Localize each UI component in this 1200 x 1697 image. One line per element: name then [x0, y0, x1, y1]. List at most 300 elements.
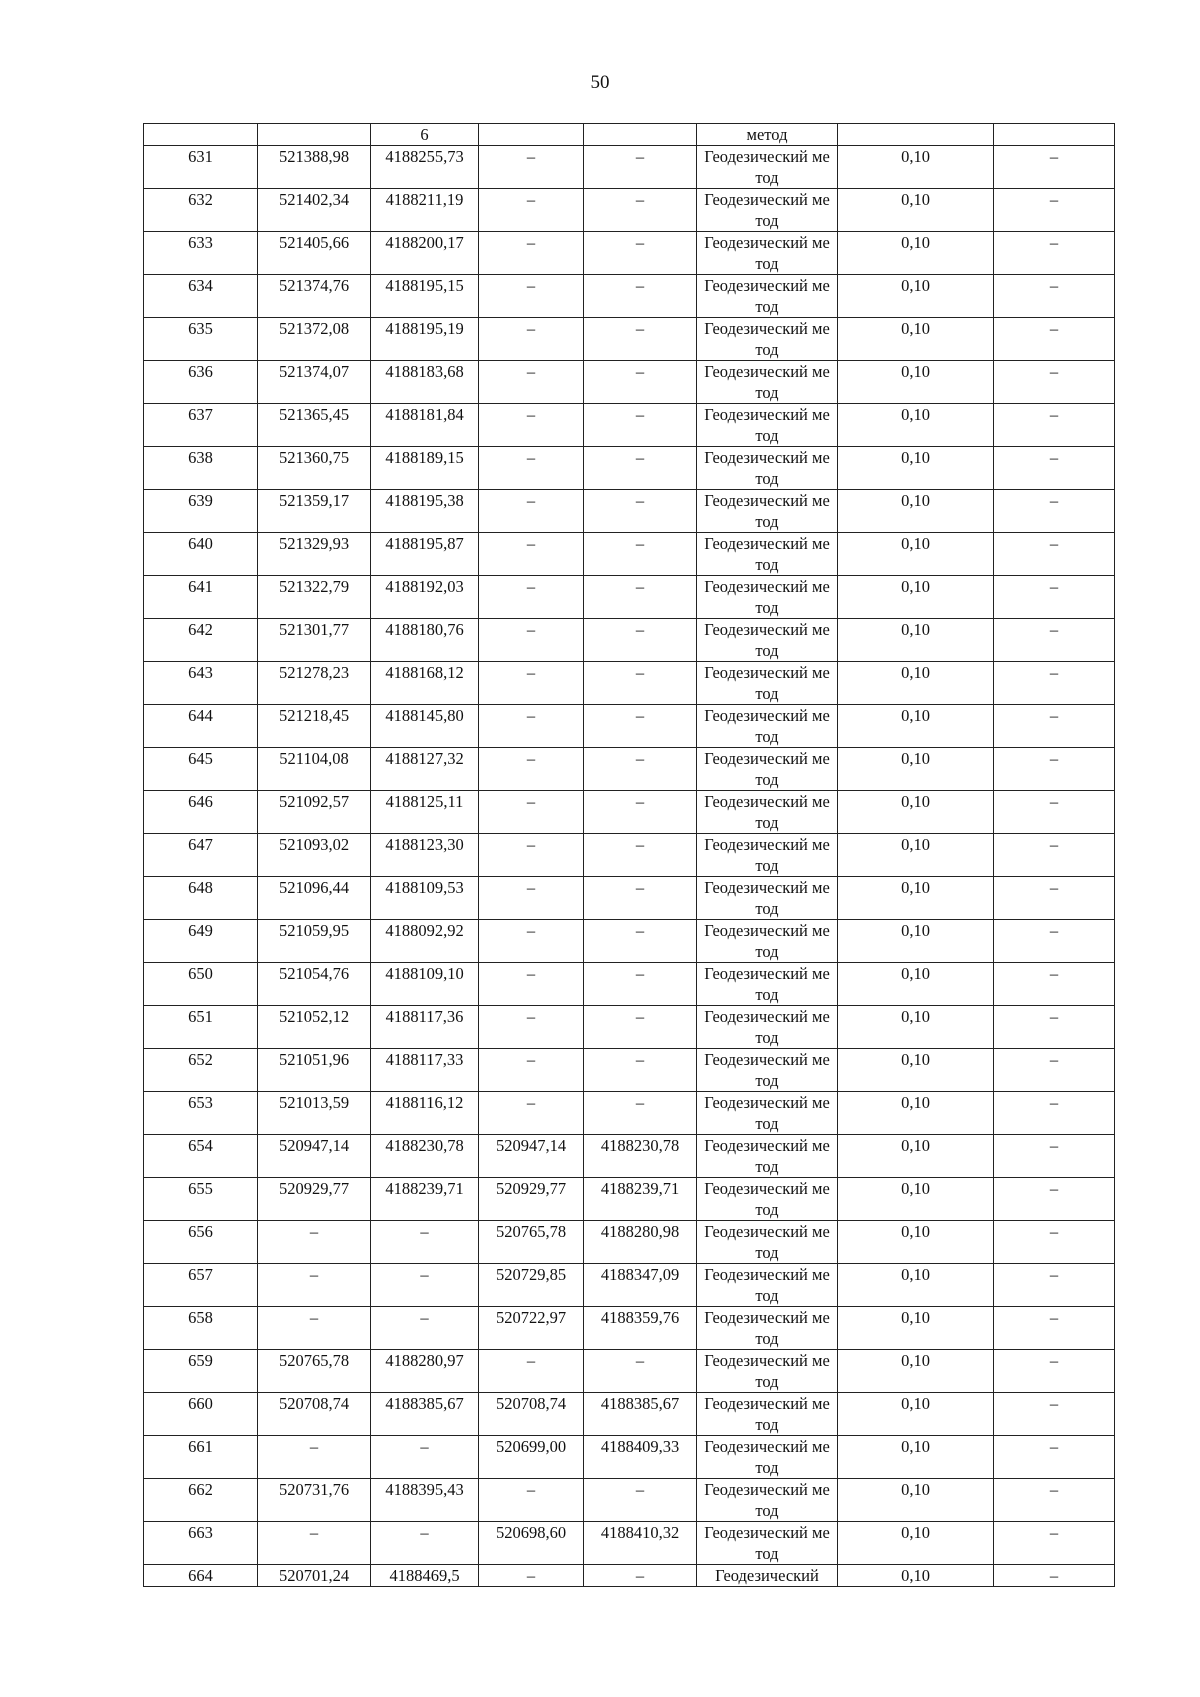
cell-x-new: 520699,00	[479, 1436, 584, 1479]
cell-point-number: 654	[144, 1135, 258, 1178]
cell-point-number: 657	[144, 1264, 258, 1307]
cell-method: Геодезический метод	[697, 361, 838, 404]
cell-point-number: 650	[144, 963, 258, 1006]
cell-precision: 0,10	[838, 361, 994, 404]
cell-x-new: 520729,85	[479, 1264, 584, 1307]
cell-note: –	[994, 1479, 1115, 1522]
cell-note: –	[994, 619, 1115, 662]
cell-note: –	[994, 1350, 1115, 1393]
cell-point-number: 639	[144, 490, 258, 533]
cell-precision: 0,10	[838, 1135, 994, 1178]
cell-method: Геодезический метод	[697, 1350, 838, 1393]
cell-y-new: 4188230,78	[584, 1135, 697, 1178]
cell-point-number: 641	[144, 576, 258, 619]
cell-precision: 0,10	[838, 275, 994, 318]
cell-point-number: 647	[144, 834, 258, 877]
cell-y-old: 4188168,12	[371, 662, 479, 705]
cell-x-new: –	[479, 576, 584, 619]
cell-precision: 0,10	[838, 1350, 994, 1393]
cell-x-old: 521059,95	[258, 920, 371, 963]
cell-note: –	[994, 877, 1115, 920]
cell-point-number: 649	[144, 920, 258, 963]
table-row	[144, 1350, 1115, 1393]
cell-x-new: –	[479, 662, 584, 705]
cell-point-number: 652	[144, 1049, 258, 1092]
table-row	[144, 361, 1115, 404]
cell-point-number: 631	[144, 146, 258, 189]
cell-x-old: –	[258, 1436, 371, 1479]
cell-y-old: 4188239,71	[371, 1178, 479, 1221]
cell-y-new: 4188385,67	[584, 1393, 697, 1436]
cell-y-old: –	[371, 1522, 479, 1565]
cell-note: –	[994, 834, 1115, 877]
table-row	[144, 1092, 1115, 1135]
table-row	[144, 1436, 1115, 1479]
table-row	[144, 1049, 1115, 1092]
cell-note: –	[994, 318, 1115, 361]
cell-precision: 0,10	[838, 1436, 994, 1479]
cell-method-tail: метод	[697, 124, 838, 146]
cell-precision: 0,10	[838, 877, 994, 920]
cell-note: –	[994, 576, 1115, 619]
table-row	[144, 1307, 1115, 1350]
cell-note: –	[994, 1436, 1115, 1479]
cell-x-new: –	[479, 619, 584, 662]
cell-empty	[838, 124, 994, 146]
cell-y-new: –	[584, 404, 697, 447]
cell-precision: 0,10	[838, 1049, 994, 1092]
cell-y-new: –	[584, 490, 697, 533]
cell-note: –	[994, 662, 1115, 705]
cell-y-old-tail: 6	[371, 124, 479, 146]
cell-x-new: –	[479, 963, 584, 1006]
cell-x-old: –	[258, 1522, 371, 1565]
cell-method: Геодезический метод	[697, 748, 838, 791]
cell-y-new: –	[584, 1049, 697, 1092]
cell-method: Геодезический метод	[697, 619, 838, 662]
cell-note: –	[994, 1264, 1115, 1307]
cell-y-new: –	[584, 275, 697, 318]
cell-precision: 0,10	[838, 404, 994, 447]
cell-y-new: 4188410,32	[584, 1522, 697, 1565]
cell-x-old: 520701,24	[258, 1565, 371, 1587]
cell-precision: 0,10	[838, 1565, 994, 1587]
cell-x-new: 520929,77	[479, 1178, 584, 1221]
cell-x-old: 521322,79	[258, 576, 371, 619]
cell-precision: 0,10	[838, 1264, 994, 1307]
cell-y-new: –	[584, 1006, 697, 1049]
table-row	[144, 576, 1115, 619]
cell-method: Геодезический метод	[697, 963, 838, 1006]
cell-method: Геодезический метод	[697, 1479, 838, 1522]
cell-note: –	[994, 963, 1115, 1006]
cell-y-new: –	[584, 619, 697, 662]
cell-empty	[144, 124, 258, 146]
cell-note: –	[994, 1178, 1115, 1221]
cell-y-old: 4188183,68	[371, 361, 479, 404]
table-row	[144, 705, 1115, 748]
cell-method: Геодезический метод	[697, 1178, 838, 1221]
cell-y-new: –	[584, 791, 697, 834]
cell-point-number: 659	[144, 1350, 258, 1393]
cell-x-old: 520765,78	[258, 1350, 371, 1393]
cell-precision: 0,10	[838, 791, 994, 834]
cell-x-old: 521374,07	[258, 361, 371, 404]
cell-precision: 0,10	[838, 533, 994, 576]
coordinates-table	[143, 123, 1115, 1587]
cell-x-old: 521388,98	[258, 146, 371, 189]
cell-note: –	[994, 791, 1115, 834]
cell-x-old: 521096,44	[258, 877, 371, 920]
cell-x-new: –	[479, 490, 584, 533]
cell-method: Геодезический метод	[697, 1006, 838, 1049]
cell-method: Геодезический метод	[697, 1393, 838, 1436]
table-row	[144, 791, 1115, 834]
cell-note: –	[994, 1565, 1115, 1587]
cell-y-old: 4188200,17	[371, 232, 479, 275]
table-row	[144, 404, 1115, 447]
table-row	[144, 619, 1115, 662]
cell-y-old: 4188092,92	[371, 920, 479, 963]
table-row	[144, 662, 1115, 705]
cell-x-new: –	[479, 1006, 584, 1049]
cell-x-old: 521402,34	[258, 189, 371, 232]
cell-precision: 0,10	[838, 834, 994, 877]
cell-x-new: –	[479, 189, 584, 232]
cell-note: –	[994, 275, 1115, 318]
cell-y-new: –	[584, 705, 697, 748]
cell-x-old: 521372,08	[258, 318, 371, 361]
cell-point-number: 663	[144, 1522, 258, 1565]
cell-point-number: 643	[144, 662, 258, 705]
cell-x-old: 520929,77	[258, 1178, 371, 1221]
cell-precision: 0,10	[838, 619, 994, 662]
cell-note: –	[994, 1049, 1115, 1092]
cell-y-old: 4188192,03	[371, 576, 479, 619]
cell-precision: 0,10	[838, 920, 994, 963]
cell-precision: 0,10	[838, 232, 994, 275]
table-row	[144, 1522, 1115, 1565]
cell-y-new: –	[584, 146, 697, 189]
cell-y-old: –	[371, 1436, 479, 1479]
cell-note: –	[994, 490, 1115, 533]
cell-y-old: 4188280,97	[371, 1350, 479, 1393]
cell-y-new: 4188409,33	[584, 1436, 697, 1479]
table-row	[144, 1264, 1115, 1307]
cell-note: –	[994, 146, 1115, 189]
cell-precision: 0,10	[838, 490, 994, 533]
cell-y-old: 4188117,33	[371, 1049, 479, 1092]
table-row	[144, 318, 1115, 361]
cell-x-new: –	[479, 404, 584, 447]
cell-note: –	[994, 705, 1115, 748]
cell-x-old: 520947,14	[258, 1135, 371, 1178]
cell-method: Геодезический метод	[697, 877, 838, 920]
table-row-continued	[144, 124, 1115, 146]
cell-x-old: 521013,59	[258, 1092, 371, 1135]
cell-precision: 0,10	[838, 1006, 994, 1049]
table-row	[144, 1393, 1115, 1436]
cell-note: –	[994, 748, 1115, 791]
cell-y-old: 4188230,78	[371, 1135, 479, 1178]
cell-x-new: –	[479, 275, 584, 318]
cell-precision: 0,10	[838, 1092, 994, 1135]
cell-point-number: 637	[144, 404, 258, 447]
cell-y-new: –	[584, 1565, 697, 1587]
cell-method: Геодезический метод	[697, 490, 838, 533]
cell-method: Геодезический метод	[697, 1049, 838, 1092]
cell-precision: 0,10	[838, 576, 994, 619]
cell-x-old: 521054,76	[258, 963, 371, 1006]
cell-point-number: 651	[144, 1006, 258, 1049]
cell-x-old: 521360,75	[258, 447, 371, 490]
cell-method: Геодезический метод	[697, 533, 838, 576]
cell-method: Геодезический метод	[697, 791, 838, 834]
cell-x-old: –	[258, 1221, 371, 1264]
cell-y-new: –	[584, 318, 697, 361]
cell-point-number: 661	[144, 1436, 258, 1479]
cell-y-old: 4188123,30	[371, 834, 479, 877]
cell-precision: 0,10	[838, 1307, 994, 1350]
table-row	[144, 275, 1115, 318]
cell-method: Геодезический метод	[697, 232, 838, 275]
cell-method: Геодезический метод	[697, 189, 838, 232]
cell-y-new: –	[584, 1479, 697, 1522]
cell-x-new: –	[479, 877, 584, 920]
cell-point-number: 635	[144, 318, 258, 361]
cell-note: –	[994, 361, 1115, 404]
cell-y-new: –	[584, 662, 697, 705]
cell-y-old: –	[371, 1221, 479, 1264]
table-row	[144, 1479, 1115, 1522]
cell-x-old: 521051,96	[258, 1049, 371, 1092]
cell-y-old: 4188195,38	[371, 490, 479, 533]
cell-y-old: 4188117,36	[371, 1006, 479, 1049]
cell-empty	[584, 124, 697, 146]
cell-method: Геодезический метод	[697, 318, 838, 361]
cell-note: –	[994, 1522, 1115, 1565]
cell-point-number: 648	[144, 877, 258, 920]
cell-x-new: –	[479, 146, 584, 189]
cell-method: Геодезический	[697, 1565, 838, 1587]
cell-x-old: 520708,74	[258, 1393, 371, 1436]
cell-note: –	[994, 1092, 1115, 1135]
cell-y-new: –	[584, 576, 697, 619]
cell-x-new: –	[479, 1049, 584, 1092]
cell-x-new: 520698,60	[479, 1522, 584, 1565]
cell-note: –	[994, 1307, 1115, 1350]
cell-x-old: –	[258, 1264, 371, 1307]
cell-empty	[994, 124, 1115, 146]
table-row	[144, 189, 1115, 232]
cell-precision: 0,10	[838, 1479, 994, 1522]
cell-x-old: 521092,57	[258, 791, 371, 834]
cell-y-old: 4188211,19	[371, 189, 479, 232]
cell-method: Геодезический метод	[697, 920, 838, 963]
cell-note: –	[994, 1393, 1115, 1436]
cell-method: Геодезический метод	[697, 146, 838, 189]
cell-method: Геодезический метод	[697, 705, 838, 748]
cell-x-new: –	[479, 834, 584, 877]
cell-precision: 0,10	[838, 447, 994, 490]
cell-precision: 0,10	[838, 1221, 994, 1264]
cell-y-new: 4188359,76	[584, 1307, 697, 1350]
cell-y-old: 4188469,5	[371, 1565, 479, 1587]
cell-y-new: –	[584, 232, 697, 275]
cell-y-old: 4188145,80	[371, 705, 479, 748]
cell-x-new: 520708,74	[479, 1393, 584, 1436]
cell-x-new: 520722,97	[479, 1307, 584, 1350]
cell-y-old: 4188125,11	[371, 791, 479, 834]
cell-y-old: 4188109,53	[371, 877, 479, 920]
cell-x-old: 521405,66	[258, 232, 371, 275]
cell-note: –	[994, 533, 1115, 576]
cell-y-old: 4188189,15	[371, 447, 479, 490]
cell-point-number: 660	[144, 1393, 258, 1436]
cell-point-number: 664	[144, 1565, 258, 1587]
table-row	[144, 533, 1115, 576]
cell-precision: 0,10	[838, 1178, 994, 1221]
cell-method: Геодезический метод	[697, 1264, 838, 1307]
cell-x-old: 521374,76	[258, 275, 371, 318]
cell-y-old: 4188195,19	[371, 318, 479, 361]
cell-x-new: –	[479, 705, 584, 748]
cell-y-new: –	[584, 877, 697, 920]
cell-precision: 0,10	[838, 748, 994, 791]
cell-y-new: –	[584, 447, 697, 490]
cell-x-old: 521359,17	[258, 490, 371, 533]
cell-empty	[258, 124, 371, 146]
cell-point-number: 636	[144, 361, 258, 404]
cell-x-new: –	[479, 920, 584, 963]
cell-point-number: 653	[144, 1092, 258, 1135]
cell-point-number: 662	[144, 1479, 258, 1522]
cell-point-number: 633	[144, 232, 258, 275]
cell-point-number: 656	[144, 1221, 258, 1264]
cell-y-new: –	[584, 920, 697, 963]
cell-x-new: –	[479, 791, 584, 834]
cell-note: –	[994, 920, 1115, 963]
cell-precision: 0,10	[838, 963, 994, 1006]
cell-y-old: 4188181,84	[371, 404, 479, 447]
cell-x-new: –	[479, 232, 584, 275]
cell-x-old: 521104,08	[258, 748, 371, 791]
cell-y-new: 4188347,09	[584, 1264, 697, 1307]
cell-point-number: 658	[144, 1307, 258, 1350]
cell-x-new: –	[479, 1479, 584, 1522]
cell-x-new: –	[479, 1565, 584, 1587]
cell-point-number: 638	[144, 447, 258, 490]
page-number: 50	[590, 72, 610, 93]
cell-x-old: 521052,12	[258, 1006, 371, 1049]
table-row	[144, 877, 1115, 920]
cell-y-old: 4188180,76	[371, 619, 479, 662]
cell-y-new: –	[584, 963, 697, 1006]
cell-x-new: –	[479, 318, 584, 361]
table-row	[144, 1006, 1115, 1049]
cell-y-old: 4188195,87	[371, 533, 479, 576]
cell-y-new: –	[584, 361, 697, 404]
cell-method: Геодезический метод	[697, 1135, 838, 1178]
cell-precision: 0,10	[838, 662, 994, 705]
table-row	[144, 232, 1115, 275]
cell-precision: 0,10	[838, 146, 994, 189]
cell-y-new: 4188280,98	[584, 1221, 697, 1264]
cell-method: Геодезический метод	[697, 1522, 838, 1565]
cell-y-new: –	[584, 189, 697, 232]
table-row	[144, 146, 1115, 189]
table-row	[144, 920, 1115, 963]
cell-y-old: –	[371, 1307, 479, 1350]
cell-note: –	[994, 232, 1115, 275]
cell-note: –	[994, 189, 1115, 232]
table-row-partial	[144, 1565, 1115, 1587]
cell-point-number: 634	[144, 275, 258, 318]
cell-x-new: –	[479, 1350, 584, 1393]
cell-point-number: 655	[144, 1178, 258, 1221]
cell-y-old: –	[371, 1264, 479, 1307]
cell-precision: 0,10	[838, 318, 994, 361]
cell-x-new: –	[479, 533, 584, 576]
cell-x-old: 521301,77	[258, 619, 371, 662]
cell-x-old: 520731,76	[258, 1479, 371, 1522]
cell-point-number: 640	[144, 533, 258, 576]
table-row	[144, 447, 1115, 490]
cell-note: –	[994, 447, 1115, 490]
cell-x-old: 521278,23	[258, 662, 371, 705]
cell-y-new: –	[584, 834, 697, 877]
cell-point-number: 644	[144, 705, 258, 748]
cell-point-number: 646	[144, 791, 258, 834]
cell-x-new: –	[479, 361, 584, 404]
cell-y-old: 4188395,43	[371, 1479, 479, 1522]
cell-x-new: –	[479, 1092, 584, 1135]
table-row	[144, 1178, 1115, 1221]
table-row	[144, 963, 1115, 1006]
cell-method: Геодезический метод	[697, 662, 838, 705]
cell-x-old: 521329,93	[258, 533, 371, 576]
cell-note: –	[994, 1135, 1115, 1178]
cell-x-old: 521093,02	[258, 834, 371, 877]
cell-y-new: –	[584, 1092, 697, 1135]
cell-x-new: 520947,14	[479, 1135, 584, 1178]
table-row	[144, 834, 1115, 877]
cell-note: –	[994, 1006, 1115, 1049]
table-row	[144, 490, 1115, 533]
cell-precision: 0,10	[838, 1522, 994, 1565]
cell-method: Геодезический метод	[697, 834, 838, 877]
cell-x-old: –	[258, 1307, 371, 1350]
cell-method: Геодезический метод	[697, 576, 838, 619]
cell-note: –	[994, 404, 1115, 447]
cell-note: –	[994, 1221, 1115, 1264]
table-row	[144, 1135, 1115, 1178]
cell-empty	[479, 124, 584, 146]
cell-x-new: –	[479, 447, 584, 490]
cell-y-new: –	[584, 1350, 697, 1393]
cell-x-new: –	[479, 748, 584, 791]
cell-precision: 0,10	[838, 189, 994, 232]
cell-y-new: –	[584, 533, 697, 576]
cell-x-new: 520765,78	[479, 1221, 584, 1264]
cell-method: Геодезический метод	[697, 275, 838, 318]
cell-precision: 0,10	[838, 705, 994, 748]
cell-point-number: 642	[144, 619, 258, 662]
cell-y-old: 4188109,10	[371, 963, 479, 1006]
cell-x-old: 521218,45	[258, 705, 371, 748]
cell-method: Геодезический метод	[697, 1436, 838, 1479]
cell-method: Геодезический метод	[697, 447, 838, 490]
